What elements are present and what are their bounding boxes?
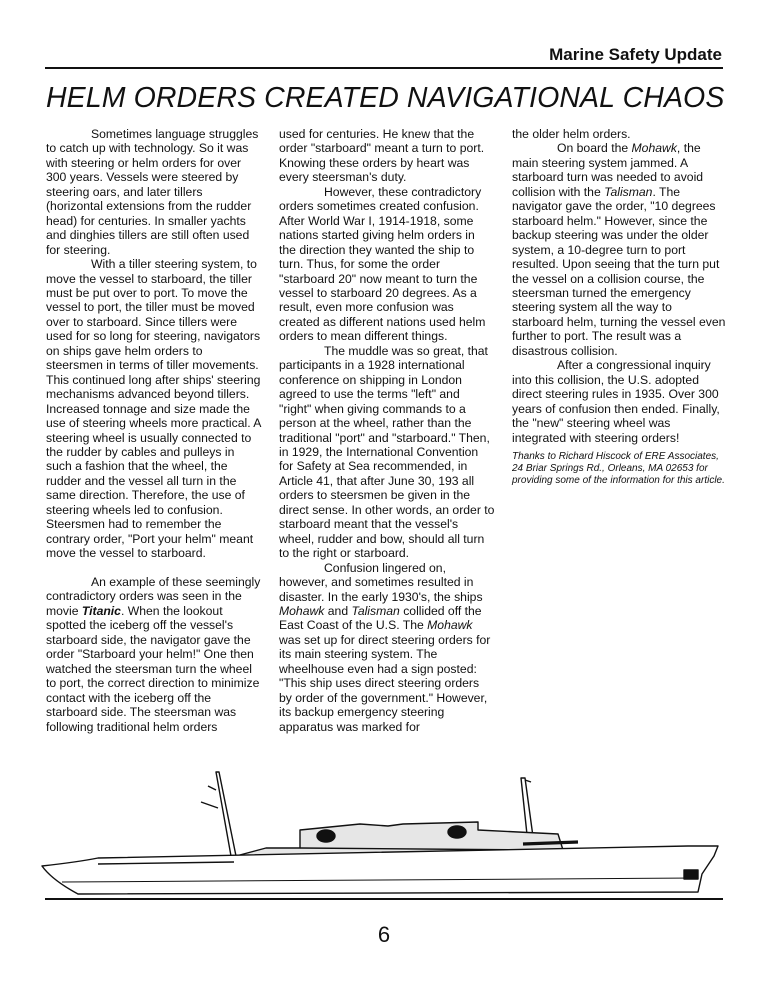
page-number: 6	[377, 922, 391, 947]
paragraph: The muddle was so great, that participants in a 1928 international conference on shipping in London agreed to use the terms "left" and "right" when giving commands to a person at the wheel, rather than the traditional "port" and "starboard." Then, in 1929, the International Convention for Safety at Sea recommended, in Article 41, that after June 30, 193 all orders to steersmen be given in the direct sense. In other words, an order to starboard meant that the vessel's wheel, rudder and bow, should all turn to the right or starboard.	[279, 343, 495, 561]
ship-name: Mohawk	[427, 618, 473, 633]
mast-icon	[216, 772, 236, 856]
paragraph: used for centuries. He knew that the order "starboard" meant a turn to port. Knowing these orders by heart was every steersman's duty.	[279, 127, 485, 185]
text-run: was set up for direct steering orders for its main steering system. The wheelhouse even had a sign posted: "This ship uses direct steering orders by order of the government." However, its backup emergency steering apparatus was marked for	[279, 632, 491, 734]
paragraph: With a tiller steering system, to move the vessel to starboard, the tiller must be put over to port. To move the vessel to port, the tiller must be moved over to starboard. Since tillers were used for so long for steering, navigators on ships gave helm orders to steersmen in terms of tiller movements. This continued long after ships' steering mechanisms advanced beyond tillers. Increased tonnage and size made the use of steering wheels more practical. A steering wheel is usually connected to the rudder by cables and pulleys in such a fashion that the wheel, the rudder and the vessel all turn in the same direction. Therefore, the use of steering wheels led to confusion. Steersmen had to remember the contrary order, "Port your helm" meant move the vessel to starboard.	[46, 257, 261, 561]
paragraph: the older helm orders.	[512, 127, 631, 141]
paragraph	[46, 575, 261, 734]
ship-illustration	[38, 770, 728, 900]
article-credit: Thanks to Richard Hiscock of ERE Associates, 24 Briar Springs Rd., Orleans, MA 02653 for providing some of the information for this article.	[512, 450, 725, 487]
paragraph	[279, 561, 495, 734]
paragraph: However, these contradictory orders sometimes created confusion. After World War I, 1914-1918, some nations started giving helm orders in the direction they wanted the ship to turn. Thus, for some the order "starboard 20" now meant to turn the vessel to starboard 20 degrees. As a result, even more confusion was created as different nations used helm orders to mean different things.	[279, 184, 486, 344]
text-run: . When the lookout spotted the iceberg off the vessel's starboard side, the navigator gave the order "Starboard your helm!" One then watched the steersman turn the wheel to port, the correct direction to minimize contact with the iceberg off the starboard side. The steersman was following traditional helm orders	[46, 603, 260, 734]
funnel-icon	[448, 826, 466, 838]
footer-divider	[45, 898, 723, 900]
section-title: Marine Safety Update	[549, 45, 722, 64]
ship-name: Talisman	[351, 603, 400, 618]
article-column-3	[512, 127, 726, 488]
stern-window	[684, 870, 698, 879]
text-run: An example of these seemingly contradictory orders was seen in the movie	[46, 575, 261, 618]
article-column-1	[46, 127, 261, 734]
funnel-icon	[317, 830, 335, 842]
paragraph-gap	[46, 561, 261, 575]
text-run: On board the	[557, 141, 632, 156]
text-run: . The navigator gave the order, "10 degrees starboard helm." However, since the backup steering was under the older system, a 10-degree turn to port resulted. Upon seeing that the turn put the vessel on a collision course, the steersman turned the emergency steering system all the way to starboard helm, turning the vessel even further to port. The result was a disastrous collision.	[512, 184, 726, 358]
paragraph: Sometimes language struggles to catch up with technology. So it was with steering or helm orders for over 300 years. Vessels were steered by steering oars, and later tillers (horizontal extensions from the rudder head) for centuries. In smaller yachts and dinghies tillers are still often used for steering.	[46, 127, 259, 257]
text-run: Confusion lingered on, however, and sometimes resulted in disaster. In the early 1930's, the ships	[279, 560, 483, 604]
text-run: , the main steering system jammed. A starboard turn was needed to avoid collision with the	[512, 141, 704, 199]
ship-name: Mohawk	[631, 141, 677, 156]
mast-rigging	[201, 786, 218, 808]
article-column-2	[279, 127, 495, 734]
text-run: collided off the East Coast of the U.S. The	[279, 603, 482, 633]
window-row	[523, 842, 578, 844]
text-run: and	[324, 603, 352, 618]
movie-title: Titanic	[81, 603, 121, 618]
ship-name: Talisman	[604, 184, 653, 199]
ship-hull	[42, 846, 718, 894]
article-headline: HELM ORDERS CREATED NAVIGATIONAL CHAOS	[46, 82, 725, 114]
paragraph	[512, 141, 726, 358]
header-divider	[45, 67, 723, 69]
ship-name: Mohawk	[279, 603, 325, 618]
paragraph: After a congressional inquiry into this collision, the U.S. adopted direct steering rules in 1935. Over 300 years of confusion then ended. Finally, the "new" steering wheel was integrated with steering orders!	[512, 358, 720, 445]
